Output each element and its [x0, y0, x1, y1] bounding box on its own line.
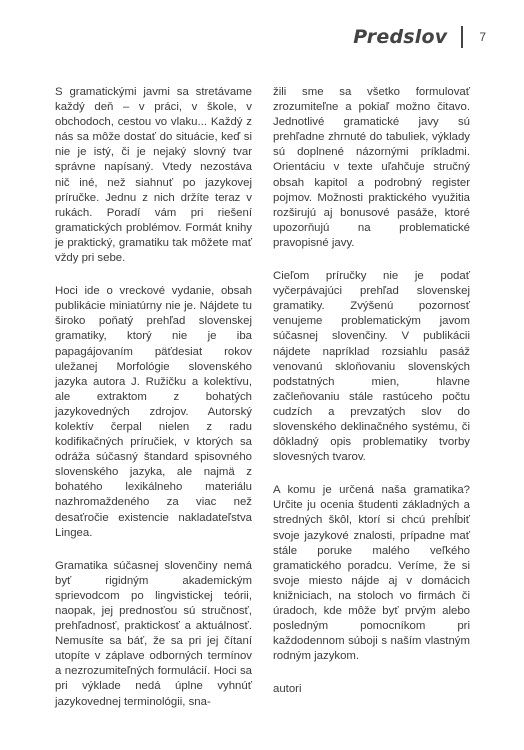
paragraph-right-3: A komu je určená naša gramatika? Určite ju ocenia študenti základných a stredných škôl, ktorí si chcú prehĺbiť svoje jazykové znalosti, prípadne mať stále poruke malého veľkého gramatického poradcu. Veríme, že si svoje miesto nájde aj v domácich knižniciach, na stoloch vo firmách či úradoch, kde môže byť prvým alebo posledným pomocníkom pri každodennom súboji s naším vlastným rodným jazykom. — [273, 484, 470, 663]
left-column — [55, 85, 252, 728]
paragraph-left-1: S gramatickými javmi sa stretávame každý deň – v práci, v škole, v obchodoch, cestou vo vlaku... Každý z nás sa môže dostať do situácie, keď si nie je istý, či je nejaký slovný tvar správne napísaný. Vtedy nezostáva nič iné, než siahnuť po jazykovej príručke. Jednu z nich držíte teraz v rukách. Poradí vám pri riešení gramatických problémov. Formát knihy je praktický, gramatiku tak môžete mať vždy pri sebe. — [55, 86, 252, 265]
page-number: 7 — [479, 30, 486, 44]
paragraph-left-2: Hoci ide o vreckové vydanie, obsah publikácie miniatúrny nie je. Nájdete tu široko poňatý prehľad slovenskej gramatiky, ktorý nie je iba papagájovaním päťdesiat rokov uležanej Morfológie slovenského jazyka autora J. Ružičku a kolektívu, ale extraktom z bohatých jazykovedných zdrojov. Autorský kolektív čerpal nielen z radu kodifikačných príručiek, v ktorých sa odráža súčasný štandard spisovného slovenského jazyka, ale najmä z bohatého lexikálneho materiálu nazhromaždeného za viac než desaťročie existencie nakladateľstva Lingea. — [55, 285, 252, 539]
paragraph-right-2: Cieľom príručky nie je podať vyčerpávajúci prehľad slovenskej gramatiky. Zvýšenú pozornosť venujeme problematickým javom súčasnej slovenčiny. V publikácii nájdete napríklad rozsiahlu pasáž venovanú skloňovaniu slovenských podstatných mien, hlavne začleňovaniu stále rastúceho počtu cudzích a prevzatých slov do slovenského deklinačného systému, či dôkladný opis problematiky tvorby slovesných tvarov. — [273, 270, 470, 464]
running-header — [353, 24, 486, 50]
right-column — [273, 85, 470, 728]
header-divider — [461, 26, 463, 48]
paragraph-left-3: Gramatika súčasnej slovenčiny nemá byť rigidným akademickým sprievodcom po lingvistickej teórii, naopak, jej prednosťou sú stručnosť, prehľadnosť, praktickosť a aktuálnosť. Nemusíte sa báť, že sa pri jej čítaní utopíte v záplave odborných termínov a nezrozumiteľných formulácií. Hoci sa pri výklade nedá úplne vyhnúť jazykovednej terminológii, sna- — [55, 559, 252, 708]
signature: autori — [273, 683, 302, 696]
paragraph-right-1: žili sme sa všetko formulovať zrozumiteľne a pokiaľ možno čitavo. Jednotlivé gramatické javy sú prehľadne zhrnuté do tabuliek, výklady sú doplnené názornými príkladmi. Orientáciu v texte uľahčuje stručný obsah kapitol a podrobný register pojmov. Možnosti praktického využitia rozširujú aj bonusové pasáže, ktoré upozorňujú na problematické pravopisné javy. — [273, 86, 470, 249]
chapter-title: Predslov — [353, 26, 448, 48]
text-columns — [55, 85, 470, 728]
